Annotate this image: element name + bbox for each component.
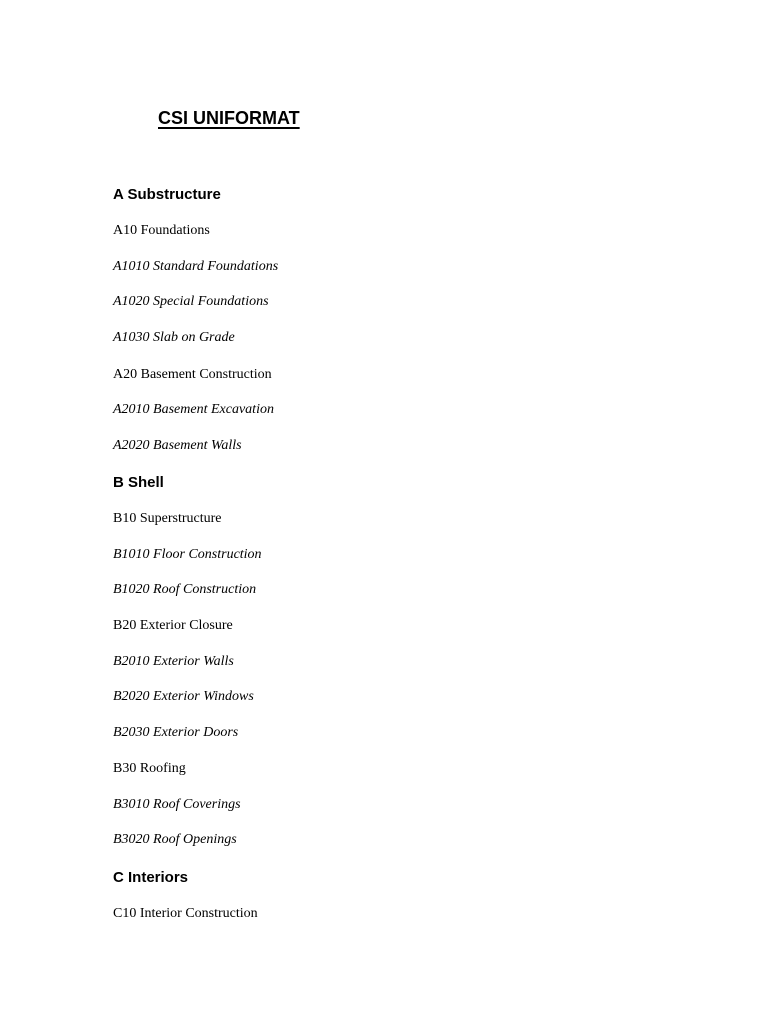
list-item: A2010 Basement Excavation	[113, 402, 274, 417]
list-item: B2020 Exterior Windows	[113, 689, 254, 704]
list-item: B2010 Exterior Walls	[113, 654, 234, 669]
list-item: A2020 Basement Walls	[113, 438, 242, 453]
group-heading: B10 Superstructure	[113, 511, 222, 526]
section-heading: A Substructure	[113, 186, 221, 203]
list-item: B1020 Roof Construction	[113, 582, 257, 597]
section-heading: C Interiors	[113, 869, 189, 886]
list-item: A1010 Standard Foundations	[113, 259, 279, 274]
group-heading: B20 Exterior Closure	[113, 618, 233, 633]
list-item: B2030 Exterior Doors	[113, 725, 239, 740]
page-title: CSI UNIFORMAT	[158, 108, 300, 128]
list-item: A1030 Slab on Grade	[113, 330, 235, 345]
group-heading: B30 Roofing	[113, 761, 186, 776]
group-heading: C10 Interior Construction	[113, 906, 258, 921]
group-heading: A20 Basement Construction	[113, 367, 272, 382]
list-item: B3020 Roof Openings	[113, 832, 237, 847]
list-item: B3010 Roof Coverings	[113, 797, 241, 812]
section-heading: B Shell	[113, 474, 164, 491]
list-item: B1010 Floor Construction	[113, 547, 262, 562]
list-item: A1020 Special Foundations	[113, 294, 269, 309]
group-heading: A10 Foundations	[113, 223, 210, 238]
